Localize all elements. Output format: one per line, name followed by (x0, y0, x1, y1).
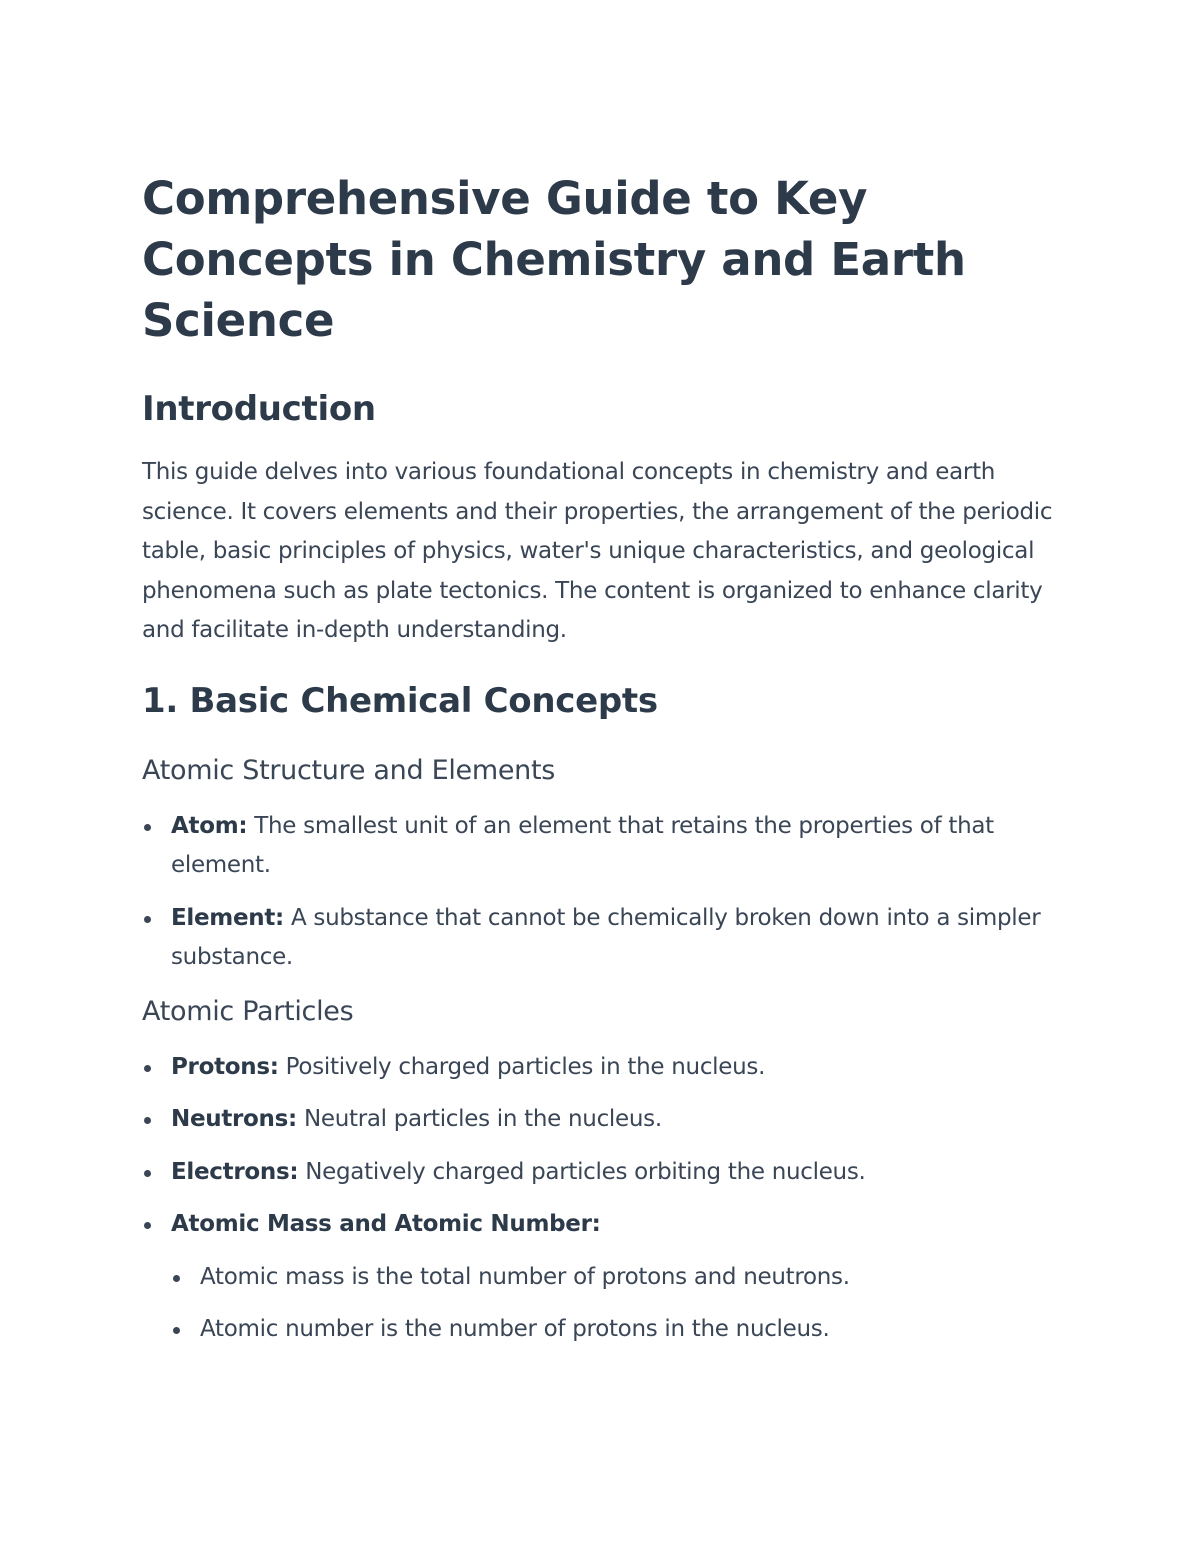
term-neutrons: Neutrons: (171, 1106, 297, 1132)
document-page (142, 168, 1062, 1363)
definition-neutrons: Neutral particles in the nucleus. (296, 1106, 662, 1132)
definition-electrons: Negatively charged particles orbiting the nucleus. (298, 1158, 866, 1185)
list-item-atomic-mass-number (142, 1205, 1062, 1350)
atomic-particles-list (142, 1048, 1062, 1350)
list-item-element (142, 899, 1062, 978)
atomic-mass-sublist (171, 1258, 1062, 1350)
atomic-structure-list (142, 807, 1062, 978)
sub-item-atomic-number: Atomic number is the number of protons in the nucleus. (171, 1310, 1062, 1350)
list-item-atom (142, 807, 1062, 886)
subheading-atomic-structure: Atomic Structure and Elements (142, 754, 556, 786)
subheading-atomic-particles: Atomic Particles (142, 995, 354, 1027)
definition-atom: The smallest unit of an element that retains the properties of that element. (171, 812, 994, 878)
term-atomic-mass-number: Atomic Mass and Atomic Number: (171, 1211, 601, 1237)
term-electrons: Electrons: (171, 1158, 299, 1185)
intro-paragraph: This guide delves into various foundational concepts in chemistry and earth science. It covers elements and their properties, the arrangement of the periodic table, basic principles of physics, water's unique characteristics, and geological phenomena such as plate tectonics. The content is organized to enhance clarity and facilitate in-depth understanding. (142, 459, 1053, 643)
definition-protons: Positively charged particles in the nucleus. (278, 1053, 766, 1080)
section-heading-basic-chemical-concepts: 1. Basic Chemical Concepts (142, 680, 658, 721)
sub-item-atomic-mass: Atomic mass is the total number of protons and neutrons. (171, 1258, 1062, 1298)
intro-heading: Introduction (142, 389, 376, 429)
term-element: Element: (171, 904, 284, 931)
list-item-electrons (142, 1153, 1062, 1193)
list-item-protons (142, 1048, 1062, 1088)
document-title: Comprehensive Guide to Key Concepts in Chemistry and Earth Science (142, 172, 966, 347)
term-atom: Atom: (171, 812, 248, 839)
definition-element: A substance that cannot be chemically broken down into a simpler substance. (171, 904, 1041, 970)
list-item-neutrons (142, 1100, 1062, 1140)
term-protons: Protons: (171, 1053, 279, 1080)
